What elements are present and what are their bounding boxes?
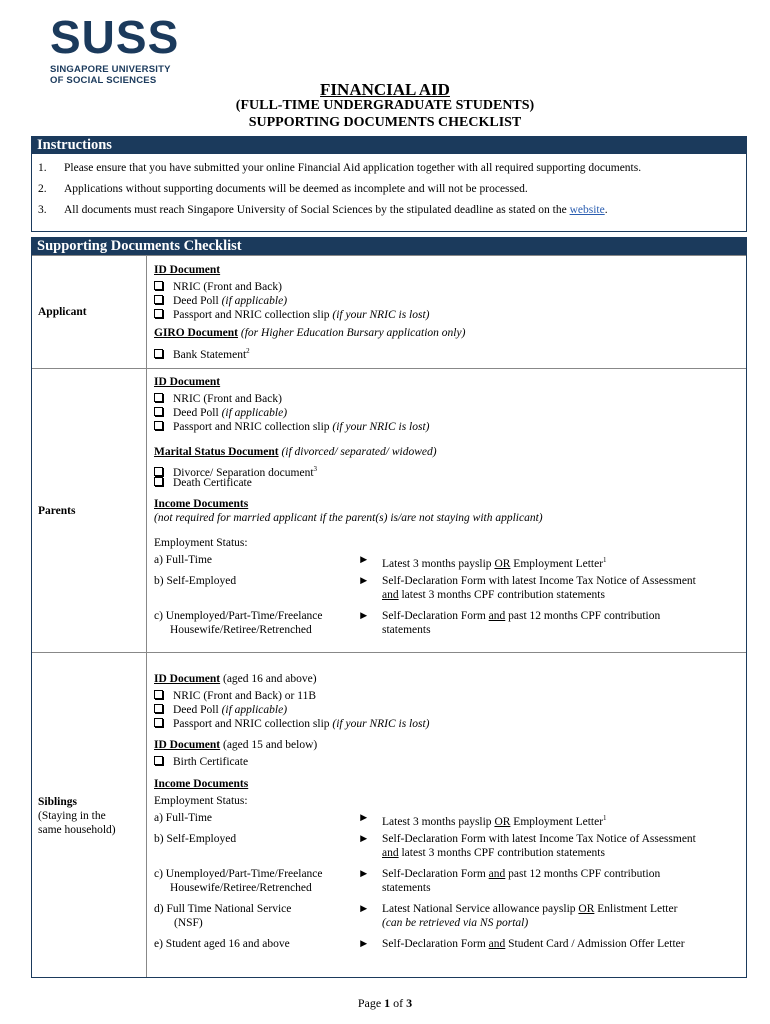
status-self-employed: b) Self-Employed — [154, 575, 237, 587]
footnote-ref: 2 — [246, 347, 250, 355]
self-employed-requirement-2 — [382, 588, 605, 602]
arrow-icon: ► — [358, 554, 370, 566]
siblings-row — [32, 652, 746, 979]
status-national-service: d) Full Time National Service — [154, 903, 292, 915]
req-and: and — [382, 847, 399, 859]
logo-wordmark: SUSS — [50, 11, 180, 63]
item-text: Birth Certificate — [173, 756, 249, 768]
checkbox[interactable] — [154, 421, 163, 430]
current-page: 1 — [384, 996, 391, 1010]
req-and: and — [488, 610, 506, 622]
instruction-number: 2. — [38, 183, 47, 195]
checkbox-item — [154, 717, 430, 731]
parents-income-note: (not required for married applicant if the parent(s) is/are not staying with applicant) — [154, 512, 543, 524]
req-text: Latest 3 months payslip — [382, 815, 495, 828]
req-text: Self-Declaration Form — [382, 868, 489, 880]
full-time-requirement — [382, 553, 607, 571]
giro-heading — [154, 326, 465, 340]
checkbox[interactable] — [154, 309, 163, 318]
req-text: Latest 3 months payslip — [382, 557, 495, 570]
checkbox[interactable] — [154, 467, 163, 476]
parents-id-heading: ID Document — [154, 376, 221, 388]
instruction-end: . — [604, 204, 608, 216]
logo-line2: OF SOCIAL SCIENCES — [50, 75, 157, 86]
req-and: and — [488, 868, 506, 880]
item-text: Passport and NRIC collection slip — [173, 309, 333, 321]
giro-note: (for Higher Education Bursary application only) — [238, 327, 466, 339]
item-text: Passport and NRIC collection slip — [173, 421, 333, 433]
checkbox-item — [154, 406, 287, 420]
document-subtitle-1: (FULL-TIME UNDERGRADUATE STUDENTS) — [235, 98, 535, 113]
arrow-icon: ► — [358, 938, 370, 950]
id-note: (aged 15 and below) — [220, 739, 318, 751]
item-text: Deed Poll — [173, 295, 222, 307]
checkbox-item — [154, 308, 430, 322]
req-text: latest 3 months CPF contribution statements — [398, 589, 605, 601]
status-student: e) Student aged 16 and above — [154, 938, 290, 950]
self-employed-requirement: Self-Declaration Form with latest Income Tax Notice of Assessment — [382, 575, 696, 587]
req-text: Latest National Service allowance payslip — [382, 903, 579, 915]
req-or: OR — [578, 903, 595, 915]
item-text: NRIC (Front and Back) — [173, 393, 282, 405]
self-employed-requirement-2 — [382, 846, 605, 860]
req-and: and — [382, 589, 399, 601]
checkbox-item — [154, 689, 316, 703]
siblings-label — [38, 795, 116, 837]
siblings-id16-heading — [154, 672, 317, 686]
full-time-requirement — [382, 811, 607, 829]
instruction-item — [32, 200, 746, 221]
req-text: Self-Declaration Form — [382, 610, 489, 622]
id-title: ID Document — [154, 673, 221, 685]
item-note: (if applicable) — [221, 407, 288, 419]
parents-income-heading: Income Documents — [154, 498, 249, 510]
checkbox[interactable] — [154, 295, 163, 304]
req-text: Student Card / Admission Offer Letter — [505, 938, 685, 950]
item-note: (if your NRIC is lost) — [332, 309, 430, 321]
siblings-label-note: same household) — [38, 824, 116, 836]
item-note: (if your NRIC is lost) — [332, 718, 430, 730]
instructions-heading: Instructions — [32, 137, 746, 154]
item-note: (if applicable) — [221, 295, 288, 307]
arrow-icon: ► — [358, 903, 370, 915]
item-text: Deed Poll — [173, 704, 222, 716]
instruction-number: 3. — [38, 204, 47, 216]
marital-note: (if divorced/ separated/ widowed) — [278, 446, 437, 458]
status-unemployed: c) Unemployed/Part-Time/Freelance — [154, 868, 323, 880]
employment-status-label: Employment Status: — [154, 795, 248, 807]
checkbox[interactable] — [154, 393, 163, 402]
req-text: latest 3 months CPF contribution statements — [398, 847, 605, 859]
footnote-ref: 1 — [603, 814, 607, 822]
marital-heading — [154, 445, 437, 459]
checkbox-item — [154, 344, 250, 362]
footnote-ref: 3 — [313, 465, 318, 473]
self-employed-requirement: Self-Declaration Form with latest Income Tax Notice of Assessment — [382, 833, 696, 845]
checkbox[interactable] — [154, 704, 163, 713]
document-title: FINANCIAL AID — [320, 80, 450, 99]
status-unemployed-2: Housewife/Retiree/Retrenched — [170, 882, 312, 894]
checkbox-item — [154, 280, 282, 294]
arrow-icon: ► — [358, 868, 370, 880]
checkbox[interactable] — [154, 349, 163, 358]
instruction-item — [32, 179, 746, 200]
parents-label: Parents — [38, 505, 76, 517]
ns-requirement-note: (can be retrieved via NS portal) — [382, 917, 529, 929]
status-self-employed: b) Self-Employed — [154, 833, 237, 845]
total-pages: 3 — [406, 996, 413, 1010]
checkbox-item — [154, 420, 430, 434]
instruction-text: Applications without supporting documents will be deemed as incomplete and will not be processed. — [64, 183, 528, 195]
student-requirement — [382, 937, 685, 951]
checkbox[interactable] — [154, 281, 163, 290]
siblings-label-note: (Staying in the — [38, 810, 106, 822]
instructions-list — [32, 158, 746, 221]
siblings-income-heading: Income Documents — [154, 778, 249, 790]
req-text: Self-Declaration Form — [382, 938, 489, 950]
footnote-ref: 1 — [603, 556, 607, 564]
ns-requirement — [382, 902, 677, 916]
giro-title: GIRO Document — [154, 327, 239, 339]
item-text: Passport and NRIC collection slip — [173, 718, 333, 730]
item-note: (if applicable) — [221, 704, 288, 716]
checklist-heading: Supporting Documents Checklist — [32, 238, 746, 255]
siblings-label-title: Siblings — [38, 796, 77, 808]
item-note: (if your NRIC is lost) — [332, 421, 430, 433]
applicant-row — [32, 255, 746, 369]
arrow-icon: ► — [358, 833, 370, 845]
logo-line1: SINGAPORE UNIVERSITY — [50, 64, 171, 75]
instruction-text: Please ensure that you have submitted your online Financial Aid application together with all required supporting documents. — [64, 162, 642, 174]
marital-title: Marital Status Document — [154, 446, 279, 458]
document-subtitle-2: SUPPORTING DOCUMENTS CHECKLIST — [248, 115, 522, 130]
checkbox-item — [154, 476, 252, 490]
item-text: Bank Statement — [173, 348, 247, 361]
status-full-time: a) Full-Time — [154, 554, 213, 566]
status-unemployed: c) Unemployed/Part-Time/Freelance — [154, 610, 323, 622]
item-text: NRIC (Front and Back) — [173, 281, 282, 293]
instruction-text: All documents must reach Singapore University of Social Sciences by the stipulated deadline as stated on the — [64, 204, 570, 216]
unemployed-requirement — [382, 609, 660, 623]
unemployed-requirement — [382, 867, 660, 881]
id-note: (aged 16 and above) — [220, 673, 317, 685]
checkbox[interactable] — [154, 477, 163, 486]
arrow-icon: ► — [358, 812, 370, 824]
status-unemployed-2: Housewife/Retiree/Retrenched — [170, 624, 312, 636]
unemployed-requirement-2: statements — [382, 624, 431, 636]
checkbox-item — [154, 703, 287, 717]
arrow-icon: ► — [358, 610, 370, 622]
req-text: Employment Letter — [510, 815, 604, 828]
status-full-time: a) Full-Time — [154, 812, 213, 824]
checkbox[interactable] — [154, 718, 163, 727]
footer-mid: of — [390, 996, 407, 1010]
applicant-label: Applicant — [38, 306, 87, 318]
page-footer — [0, 996, 770, 1011]
req-or: OR — [494, 815, 511, 828]
req-text: Employment Letter — [510, 557, 604, 570]
req-text: Enlistment Letter — [594, 903, 678, 915]
applicant-id-heading: ID Document — [154, 264, 221, 276]
siblings-id15-heading — [154, 738, 317, 752]
req-and: and — [488, 938, 506, 950]
checkbox-item — [154, 294, 287, 308]
website-link[interactable]: website — [569, 204, 605, 216]
req-or: OR — [494, 557, 511, 570]
suss-logo — [50, 11, 200, 86]
instruction-number: 1. — [38, 162, 47, 174]
checkbox-item — [154, 755, 248, 769]
item-text: Death Certificate — [173, 477, 252, 489]
checklist-box — [31, 237, 747, 978]
status-national-service-2: (NSF) — [174, 917, 203, 929]
checkbox-item — [154, 392, 282, 406]
item-text: Divorce/ Separation document — [173, 466, 314, 479]
req-text: past 12 months CPF contribution — [505, 610, 661, 622]
item-text: NRIC (Front and Back) or 11B — [173, 690, 316, 702]
req-text: past 12 months CPF contribution — [505, 868, 661, 880]
checkbox[interactable] — [154, 690, 163, 699]
employment-status-label: Employment Status: — [154, 537, 248, 549]
instruction-item — [32, 158, 746, 179]
checkbox[interactable] — [154, 407, 163, 416]
instructions-box — [31, 136, 747, 232]
parents-row — [32, 368, 746, 653]
id-title: ID Document — [154, 739, 221, 751]
unemployed-requirement-2: statements — [382, 882, 431, 894]
arrow-icon: ► — [358, 575, 370, 587]
footer-prefix: Page — [357, 996, 385, 1010]
item-text: Deed Poll — [173, 407, 222, 419]
checkbox[interactable] — [154, 756, 163, 765]
